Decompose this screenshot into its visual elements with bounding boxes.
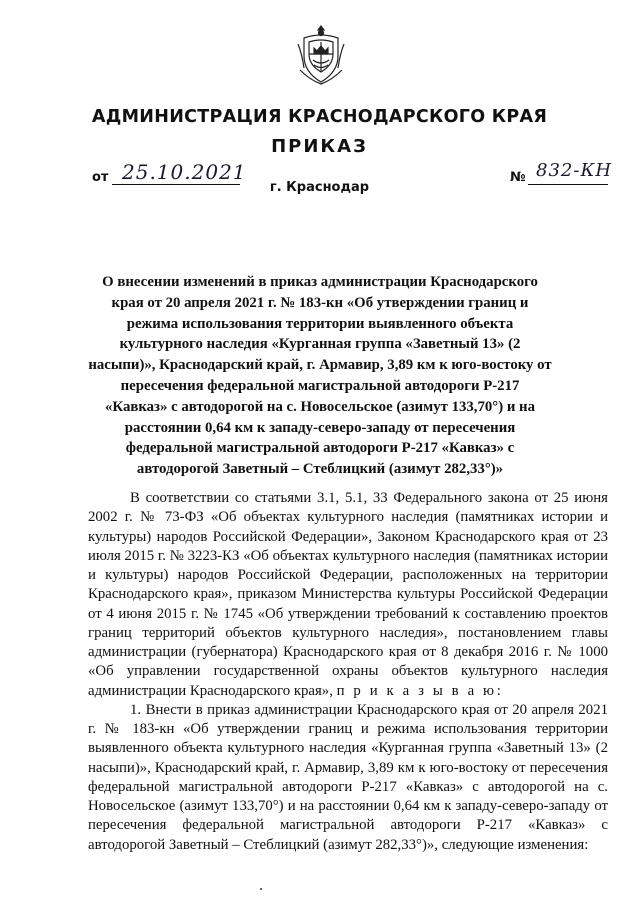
preamble-text: В соответствии со статьями 3.1, 5.1, 33 Федерального закона от 25 июня 2002 г. № 73-ФЗ «Об объектах культурного наследия (памятниках истории и культуры) народов Российской Федерации», Законом Краснодарского края от 23 июля 2015 г. № 3223-КЗ «Об объектах культурного наследия (памятниках истории и культуры) народов Российской Федерации, расположенных на территории Краснодарского края», приказом Министерства культуры Российской Федерации от 4 июня 2015 г. № 1745 «Об утверждении требований к составлению проектов границ территорий объектов культурного наследия», постановлением главы администрации (губернатора) Краснодарского края от 8 декабря 2016 г. № 1000 «Об управлении государственной охраны объектов культурного наследия администрации Краснодарского края», (88, 490, 608, 699)
date-label: от (92, 170, 109, 185)
document-title: О внесении изменений в приказ администрации Краснодарского края от 20 апреля 2021 г. № 183-кн «Об утверждении границ и режима использования территории выявленного объекта культурного наследия «Курганная группа «Заветный 13» (2 насыпи)», Краснодарский край, г. Армавир, 3,89 км к юго-востоку от пересечения федеральной магистральной автодороги Р-217 «Кавказ» с автодорогой на с. Новосельское (азимут 133,70°) и на расстоянии 0,64 км к западу-северо-западу от пересечения федеральной магистральной автодороги Р-217 «Кавказ» с автодорогой Заветный – Стеблицкий (азимут 282,33°)» (88, 274, 552, 478)
preamble-paragraph (88, 489, 608, 701)
page-mark (260, 888, 262, 890)
number-label: № (510, 170, 526, 185)
coat-of-arms-icon (296, 24, 346, 88)
item-1-paragraph: 1. Внести в приказ администрации Краснодарского края от 20 апреля 2021 г. № 183-кн «Об утверждении границ и режима использования территории выявленного объекта культурного наследия «Курганная группа «Заветный 13» (2 насыпи)», Краснодарский край, г. Армавир, 3,89 км к юго-востоку от пересечения федеральной магистральной автодороги Р-217 «Кавказ» с автодорогой на с. Новосельское (азимут 133,70°) и на расстоянии 0,64 км к западу-северо-западу от пересечения федеральной магистральной автодороги Р-217 «Кавказ» с автодорогой Заветный – Стеблицкий (азимут 282,33°)», следующие изменения: (88, 701, 608, 853)
handwritten-number: 832-КН (536, 160, 613, 181)
city-name: г. Краснодар (269, 180, 370, 195)
organization-name: АДМИНИСТРАЦИЯ КРАСНОДАРСКОГО КРАЯ (91, 107, 548, 127)
order-word: п р и к а з ы в а ю: (336, 682, 504, 699)
document-body (88, 489, 608, 855)
document-type: ПРИКАЗ (271, 136, 368, 157)
handwritten-date: 25.10.2021 (122, 160, 247, 184)
